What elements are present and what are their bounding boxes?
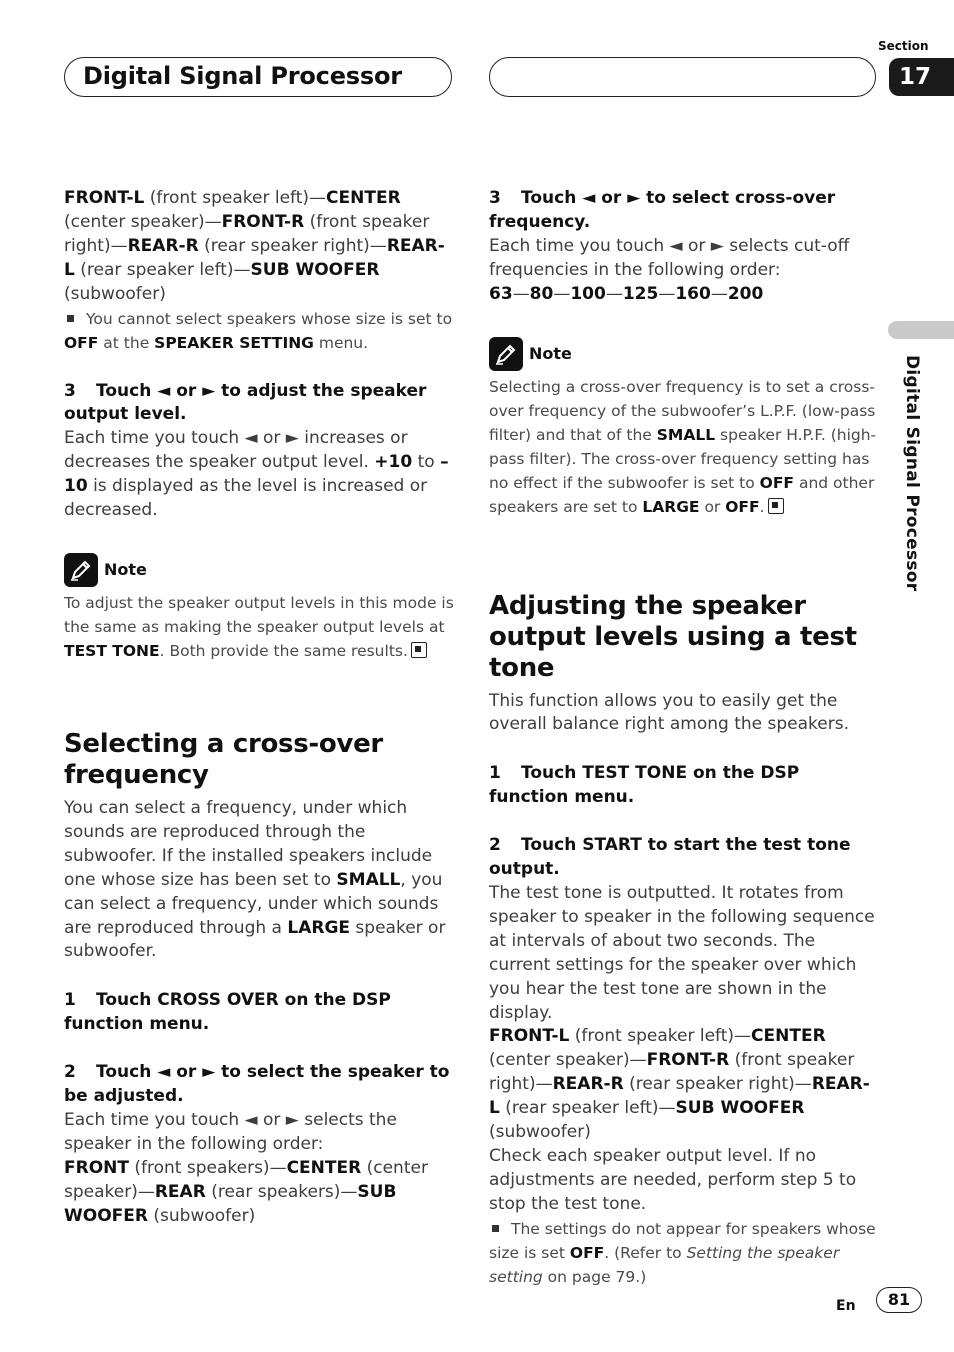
speaker-order-text: FRONT-L (front speaker left)—CENTER (center speaker)—FRONT-R (front speaker right)—REAR-R (rear speaker right)—REAR-L (rear speaker left)—SUB WOOFER (subwoofer): [64, 188, 445, 304]
side-tab-marker: [888, 321, 954, 339]
section-intro: This function allows you to easily get the overall balance right among the speakers.: [489, 690, 849, 735]
step-body: Each time you touch ◄ or ► increases or decreases the speaker output level. +10 to –10 is displayed as the level is increased or decreased.: [64, 428, 449, 521]
section-title: Adjusting the speaker output levels using a test tone: [489, 590, 857, 683]
bullet-icon: [492, 1225, 499, 1232]
note-body: To adjust the speaker output levels in this mode is the same as making the speaker output levels at TEST TONE. Both provide the same results.: [64, 593, 454, 660]
bullet-note: The settings do not appear for speakers whose size is set OFF. (Refer to Setting the speaker setting on page 79.): [489, 1219, 876, 1286]
step-heading: 2 Touch ◄ or ► to select the speaker to be adjusted.: [64, 1062, 450, 1107]
speaker-order-text: FRONT (front speakers)—CENTER (center speaker)—REAR (rear speakers)—SUB WOOFER (subwoofer): [64, 1157, 428, 1226]
header-title-box: [64, 57, 452, 97]
section-number: 17: [889, 58, 954, 96]
step-body: Check each speaker output level. If no adjustments are needed, perform step 5 to stop the test tone.: [489, 1145, 857, 1214]
note-header: Note: [489, 337, 879, 371]
header-empty-box: [489, 57, 876, 97]
note-header: Note: [64, 553, 454, 587]
note-body: Selecting a cross-over frequency is to set a cross-over frequency of the subwoofer’s L.P.F. (low-pass filter) and that of the SMALL speaker H.P.F. (high-pass filter). The cross-over frequency setting has no effect if the subwoofer is set to OFF and other speakers are set to LARGE or OFF.: [489, 377, 877, 516]
pencil-note-icon: [489, 337, 523, 371]
pencil-note-icon: [64, 553, 98, 587]
step-body: Each time you touch ◄ or ► selects cut-off frequencies in the following order:: [489, 235, 850, 280]
step-body: The test tone is outputted. It rotates from speaker to speaker in the following sequence at intervals of about two seconds. The current settings for the speaker over which you hear the test tone are shown in the display.: [489, 882, 875, 1023]
section-title: Selecting a cross-over frequency: [64, 728, 383, 790]
side-tab-label: Digital Signal Processor: [902, 355, 922, 592]
bullet-note: You cannot select speakers whose size is set to OFF at the SPEAKER SETTING menu.: [64, 309, 453, 352]
header-title: Digital Signal Processor: [83, 62, 402, 90]
footer-language: En: [836, 1298, 856, 1314]
step-heading: 1 Touch CROSS OVER on the DSP function menu.: [64, 990, 391, 1035]
section-label: Section: [878, 39, 929, 53]
end-mark-icon: [411, 642, 427, 658]
bullet-icon: [67, 315, 74, 322]
step-heading: 2 Touch START to start the test tone output.: [489, 835, 851, 880]
step-body: Each time you touch ◄ or ► selects the speaker in the following order:: [64, 1109, 397, 1154]
right-column: [489, 187, 879, 1289]
page-number: 81: [876, 1287, 922, 1313]
frequency-order: 63—80—100—125—160—200: [489, 283, 764, 304]
step-heading: 3 Touch ◄ or ► to select cross-over frequency.: [489, 188, 836, 232]
speaker-order-text: FRONT-L (front speaker left)—CENTER (center speaker)—FRONT-R (front speaker right)—REAR-R (rear speaker right)—REAR-L (rear speaker left)—SUB WOOFER (subwoofer): [489, 1026, 870, 1143]
left-column: [64, 187, 454, 1228]
step-heading: 1 Touch TEST TONE on the DSP function menu.: [489, 763, 800, 808]
section-intro: You can select a frequency, under which sounds are reproduced through the subwoofer. If the installed speakers include one whose size has been set to SMALL, you can select a frequency, under which sounds are reproduced through a LARGE speaker or subwoofer.: [64, 797, 446, 962]
step-heading: 3 Touch ◄ or ► to adjust the speaker output level.: [64, 380, 427, 425]
end-mark-icon: [768, 498, 784, 514]
